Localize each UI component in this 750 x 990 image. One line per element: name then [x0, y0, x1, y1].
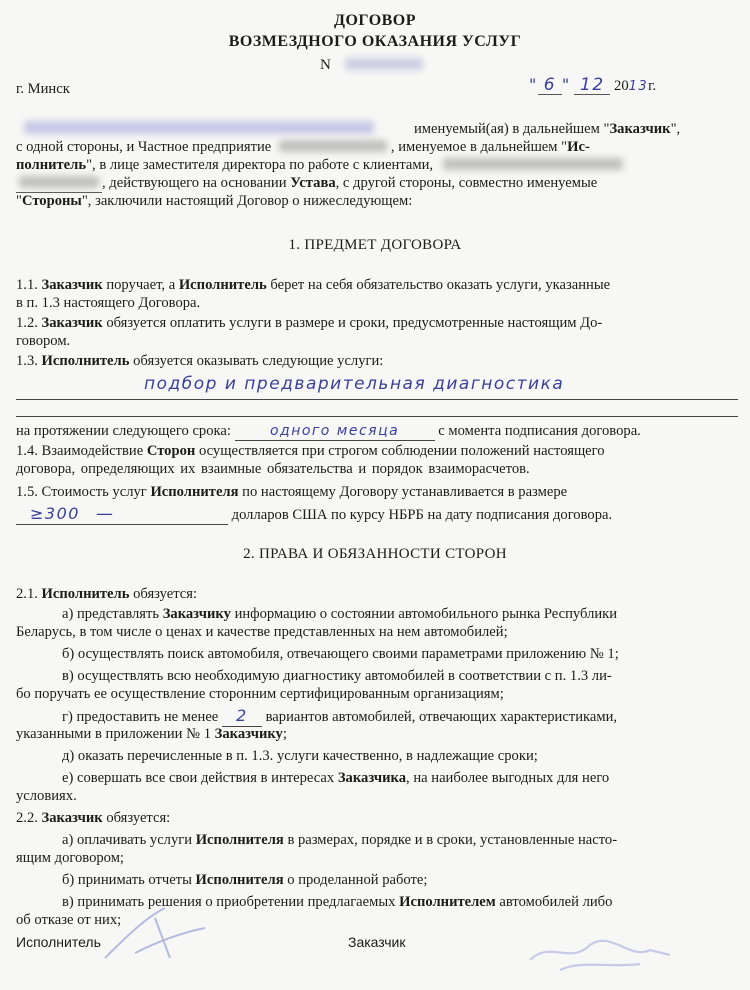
customer-name-redacted	[24, 121, 374, 134]
city: г. Минск	[16, 81, 70, 97]
date-year-suffix: г.	[648, 78, 657, 94]
number-redacted	[345, 58, 423, 70]
clause-1-4: 1.4. Взаимодействие Сторон осуществляется при строгом соблюдении положений настоящего	[16, 443, 605, 459]
clause-1-5: 1.5. Стоимость услуг Исполнителя по настоящему Договору устанавливается в размере	[16, 484, 568, 500]
section-1-heading: 1. ПРЕДМЕТ ДОГОВОРА	[288, 237, 462, 253]
clause-2-1-e-cont: условиях.	[16, 788, 77, 804]
clause-2-1-e: е) совершать все свои действия в интересах Заказчика, на наиболее выгодных для него	[62, 770, 610, 786]
executor-label: Исполнитель	[16, 934, 101, 950]
contract-number	[320, 56, 520, 74]
preamble-line-2: с одной стороны, и Частное предприятие , именуемое в дальнейшем "Ис-	[16, 139, 590, 155]
clause-2-2-a: а) оплачивать услуги Исполнителя в размерах, порядке и в сроки, установленные насто-	[62, 832, 618, 848]
price-handwritten: ≥300	[30, 504, 80, 523]
clause-2-1-b: б) осуществлять поиск автомобиля, отвечающего своими параметрами приложению № 1;	[62, 646, 619, 662]
city-date-line	[16, 75, 738, 98]
executor-signature	[95, 898, 225, 968]
clause-1-3: 1.3. Исполнитель обязуется оказывать следующие услуги:	[16, 353, 384, 369]
clause-1-1: 1.1. Заказчик поручает, а Исполнитель берет на себя обязательство оказать услуги, указанные	[16, 277, 611, 293]
clause-1-2-cont: говором.	[16, 333, 71, 349]
section-2-heading: 2. ПРАВА И ОБЯЗАННОСТИ СТОРОН	[243, 546, 507, 562]
clause-2-2-v-cont: об отказе от них;	[16, 912, 122, 928]
clause-2-1-v-cont: бо поручать ее осуществление сторонним сертифицированным организациям;	[16, 686, 504, 702]
doc-subtitle: ВОЗМЕЗДНОГО ОКАЗАНИЯ УСЛУГ	[228, 33, 522, 50]
clause-2-1-v: в) осуществлять всю необходимую диагностику автомобилей в соответствии с п. 1.3 ли-	[62, 668, 612, 684]
clause-1-1-cont: в п. 1.3 настоящего Договора.	[16, 295, 201, 311]
date-month: 12	[574, 76, 610, 95]
clause-2-1: 2.1. Исполнитель обязуется:	[16, 586, 198, 602]
variants-handwritten: 2	[236, 706, 248, 725]
customer-label: Заказчик	[348, 934, 406, 950]
preamble-customer-role: именуемый(ая) в дальнейшем "Заказчик",	[414, 121, 681, 137]
company-name-redacted	[279, 140, 387, 152]
clause-2-2-v: в) принимать решения о приобретении предлагаемых Исполнителем автомобилей либо	[62, 894, 613, 910]
preamble-line-3: полнитель", в лице заместителя директора по работе с клиентами,	[16, 156, 738, 174]
price-line: ≥300 — долларов США по курсу НБРБ на дату подписания договора.	[16, 505, 738, 525]
preamble-line-1	[16, 120, 738, 138]
deputy-name-redacted	[443, 158, 623, 170]
number-prefix: N	[320, 57, 331, 73]
clause-2-2: 2.2. Заказчик обязуется:	[16, 810, 171, 826]
date-year-hand: 13	[628, 79, 649, 94]
preamble-line-5: "Стороны", заключили настоящий Договор о нижеследующем:	[16, 193, 413, 209]
service-handwritten: подбор и предварительная диагностика	[144, 374, 565, 394]
service-field	[16, 375, 738, 400]
clause-2-1-d: д) оказать перечисленные в п. 1.3. услуги качественно, в надлежащие сроки;	[62, 748, 538, 764]
clause-2-1-g: г) предоставить не менее 2 вариантов автомобилей, отвечающих характеристиками,	[62, 706, 618, 725]
date-year-prefix: 20	[614, 78, 629, 94]
customer-signature	[520, 920, 680, 980]
clause-2-2-b: б) принимать отчеты Исполнителя о проделанной работе;	[62, 872, 428, 888]
doc-title: ДОГОВОР	[333, 12, 417, 29]
contract-date: " 6 " 12 2013г.	[529, 75, 657, 95]
blank-line-divider	[16, 416, 738, 417]
term-line: на протяжении следующего срока: одного месяца с момента подписания договора.	[16, 423, 641, 439]
clause-2-1-a-cont: Беларусь, в том числе о ценах и качестве представленных на нем автомобилей;	[16, 624, 508, 640]
preamble-line-4: , действующего на основании Устава, с другой стороны, совместно именуемые	[16, 174, 738, 193]
clause-2-1-a: а) представлять Заказчику информацию о состоянии автомобильного рынка Республики	[62, 606, 618, 622]
clause-1-2: 1.2. Заказчик обязуется оплатить услуги в размере и сроки, предусмотренные настоящим До-	[16, 315, 603, 331]
clause-2-2-a-cont: ящим договором;	[16, 850, 124, 866]
clause-1-4-cont: договора, определяющих их взаимные обязательства и порядок взаиморасчетов.	[16, 461, 530, 477]
clause-2-1-g-cont: указанными в приложении № 1 Заказчику;	[16, 726, 287, 742]
date-day: 6	[538, 76, 562, 95]
term-handwritten: одного месяца	[269, 423, 400, 439]
